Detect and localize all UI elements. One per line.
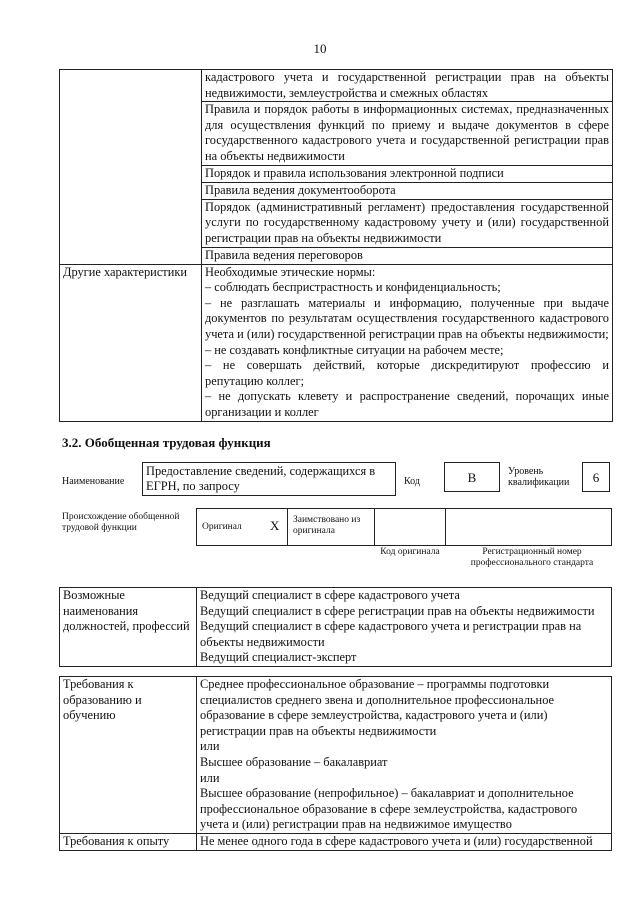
education-item: или <box>200 770 220 785</box>
education-item: Среднее профессиональное образование – программы подготовки специалистов среднего звена и дополнительное профессиональное образование в сфере землеустройства, кадастрового учета и (или) регистрации прав на объекты недвижимости <box>200 677 555 738</box>
position-item: Ведущий специалист в сфере кадастрового учета <box>200 588 460 602</box>
page-number: 10 <box>313 41 327 56</box>
function-name-value: Предоставление сведений, содержащихся в ЕГРН, по запросу <box>142 462 396 496</box>
original-label: Оригинал <box>202 522 242 532</box>
table-cell <box>197 588 612 667</box>
education-item: Высшее образование – бакалавриат <box>200 754 388 769</box>
table-cell: Правила ведения переговоров <box>202 247 613 264</box>
section-heading: 3.2. Обобщенная трудовая функция <box>62 435 271 450</box>
ethics-item: – не разглашать материалы и информацию, полученные при выдаче документов по результатам осуществления государственного кадастрового учета и (или) государственной регистрации прав на объекты недвижимости; <box>205 295 609 341</box>
table-cell: Порядок (административный регламент) предоставления государственной услуги по государственному кадастровому учету и (или) государственной регистрации прав на объекты недвижимости <box>202 199 613 247</box>
origin-label: Происхождение обобщенной трудовой функции <box>62 512 180 533</box>
ethics-item: – не совершать действий, которые дискредитируют профессию и репутацию коллег; <box>205 358 609 388</box>
table-label-cell: Другие характеристики <box>60 264 202 421</box>
borrowed-label: Заимствовано из оригинала <box>293 515 361 536</box>
ethics-title: Необходимые этические нормы: <box>205 264 376 279</box>
table-cell: Порядок и правила использования электронной подписи <box>202 165 613 182</box>
education-item: или <box>200 739 220 754</box>
position-item: Ведущий специалист в сфере регистрации прав на объекты недвижимости <box>200 603 595 618</box>
positions-table <box>59 587 612 667</box>
code-original-box <box>374 508 446 546</box>
position-item: Ведущий специалист-эксперт <box>200 650 357 665</box>
table-label-cell: Требования к образованию и обучению <box>60 677 197 834</box>
table-cell: Правила и порядок работы в информационных системах, предназначенных для осуществления функций по приему и выдаче документов в сфере государственного кадастрового учета и государственной регистрации прав на объекты недвижимости <box>202 102 613 165</box>
position-item: Ведущий специалист в сфере кадастрового учета и регистрации прав на объекты недвижимости <box>200 619 582 649</box>
table-label-cell: Возможные наименования должностей, профессий <box>60 588 197 667</box>
ethics-item: – не допускать клевету и распространение сведений, порочащих иные организации и коллег <box>205 389 609 419</box>
skills-table <box>59 69 613 422</box>
level-label: Уровень квалификации <box>508 466 570 488</box>
requirements-table <box>59 676 612 851</box>
table-cell: Не менее одного года в сфере кадастрового учета и (или) государственной <box>197 833 612 850</box>
table-label-cell <box>60 70 202 265</box>
table-row <box>60 588 612 667</box>
code-value: B <box>444 462 500 492</box>
ethics-item: – не создавать конфликтные ситуации на рабочем месте; <box>205 342 504 357</box>
original-mark: X <box>270 518 280 533</box>
table-cell: кадастрового учета и государственной регистрации прав на объекты недвижимости, землеустройства и смежных областях <box>202 70 613 102</box>
table-row <box>60 70 613 102</box>
reg-number-caption: Регистрационный номер профессионального стандарта <box>470 547 594 568</box>
education-item: Высшее образование (непрофильное) – бакалавриат и дополнительное профессиональное образование в сфере землеустройства, кадастрового учета и (или) регистрации прав на недвижимое имущество <box>200 786 578 832</box>
table-cell <box>202 264 613 421</box>
table-label-cell: Требования к опыту <box>60 833 197 850</box>
name-label: Наименование <box>62 476 125 487</box>
code-original-caption: Код оригинала <box>380 547 440 557</box>
reg-number-box <box>445 508 612 546</box>
table-row <box>60 833 612 850</box>
code-label: Код <box>404 476 420 487</box>
table-row <box>60 264 613 421</box>
table-cell <box>197 677 612 834</box>
table-row <box>60 677 612 834</box>
level-value: 6 <box>582 462 610 492</box>
ethics-item: – соблюдать беспристрастность и конфиденциальность; <box>205 280 501 295</box>
table-cell: Правила ведения документооборота <box>202 182 613 199</box>
